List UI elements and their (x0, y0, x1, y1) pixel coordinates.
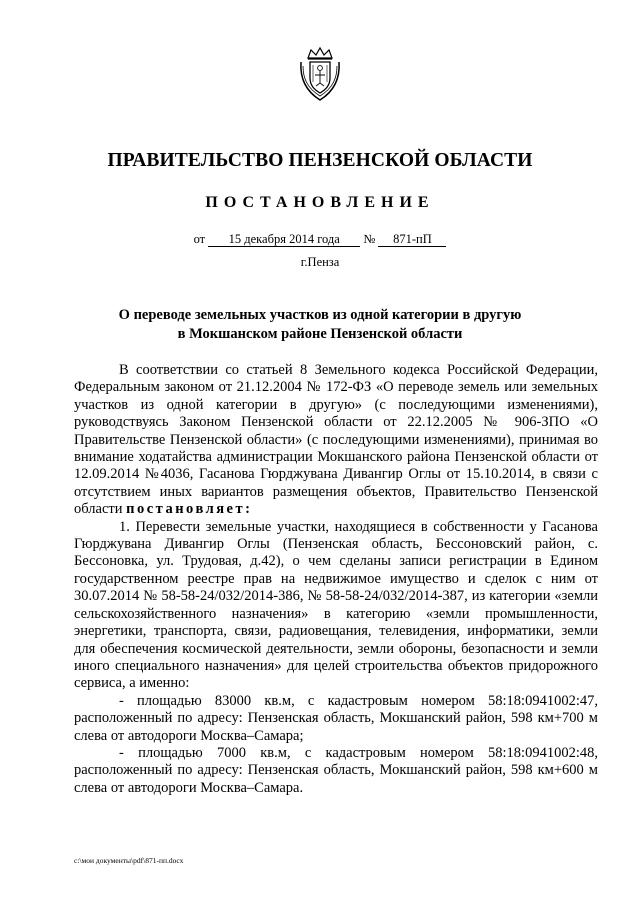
document-type: ПОСТАНОВЛЕНИЕ (205, 194, 435, 211)
date-number-line (0, 232, 640, 247)
document-date: 15 декабря 2014 года (208, 233, 360, 247)
subject-line-1: О переводе земельных участков из одной категории в другую (118, 307, 522, 323)
document-subject (0, 306, 640, 344)
number-prefix: № (363, 232, 376, 246)
document-number: 871-пП (378, 233, 446, 247)
document-body (74, 362, 598, 797)
decree-word: постановляет: (126, 501, 253, 518)
preamble-paragraph (74, 362, 598, 519)
plot-2-paragraph: - площадью 7000 кв.м, с кадастровым номером 58:18:0941002:48, расположенный по адресу: Пензенская область, Мокшанский район, 598 км+600 м слева от автодороги Москва–Самара. (74, 744, 598, 796)
item-1-paragraph: 1. Перевести земельные участки, находящиеся в собственности у Гасанова Гюрджувана Дивангир Оглы (Пензенская область, Бессоновский район, с. Бессоновка, ул. Трудовая, д.42), о чем сделаны записи регистрации в Едином государственном реестре прав на недвижимое имущество и сделок с ним от 30.07.2014 № 58-58-24/032/2014-386, № 58-58-24/032/2014-387, из категории «земли сельскохозяйственного назначения» в категорию «земли промышленности, энергетики, транспорта, связи, радиовещания, телевидения, информатики, земли для обеспечения космической деятельности, земли обороны, безопасности и земли иного специального назначения» для целей строительства объектов придорожного сервиса, а именно: (74, 518, 598, 692)
government-title: ПРАВИТЕЛЬСТВО ПЕНЗЕНСКОЙ ОБЛАСТИ (107, 150, 533, 171)
preamble-text: В соответствии со статьей 8 Земельного кодекса Российской Федерации, Федеральным законом от 21.12.2004 № 172-ФЗ «О переводе земель или земельных участков из одной категории в другую» (с последующими изменениями), руководствуясь Законом Пензенской области от 22.12.2005 № 906-ЗПО «О Правительстве Пензенской области» (с последующими изменениями), принимая во внимание ходатайства администрации Мокшанского района Пензенской области от 12.09.2014 №4036, Гасанова Гюрджувана Дивангир Оглы от 15.10.2014, в связи с отсутствием иных вариантов размещения объектов, Правительство Пензенской области (74, 362, 598, 518)
date-prefix: от (193, 232, 206, 246)
subject-line-2: в Мокшанском районе Пензенской области (177, 326, 463, 342)
document-city: г.Пенза (300, 255, 340, 269)
footer-file-path: c:\мои документы\pdf\871-пп.docx (74, 856, 184, 865)
coat-of-arms-icon (298, 46, 342, 102)
plot-1-paragraph: - площадью 83000 кв.м, с кадастровым номером 58:18:0941002:47, расположенный по адресу: Пензенская область, Мокшанский район, 598 км+700 м слева от автодороги Москва–Самара; (74, 692, 598, 744)
